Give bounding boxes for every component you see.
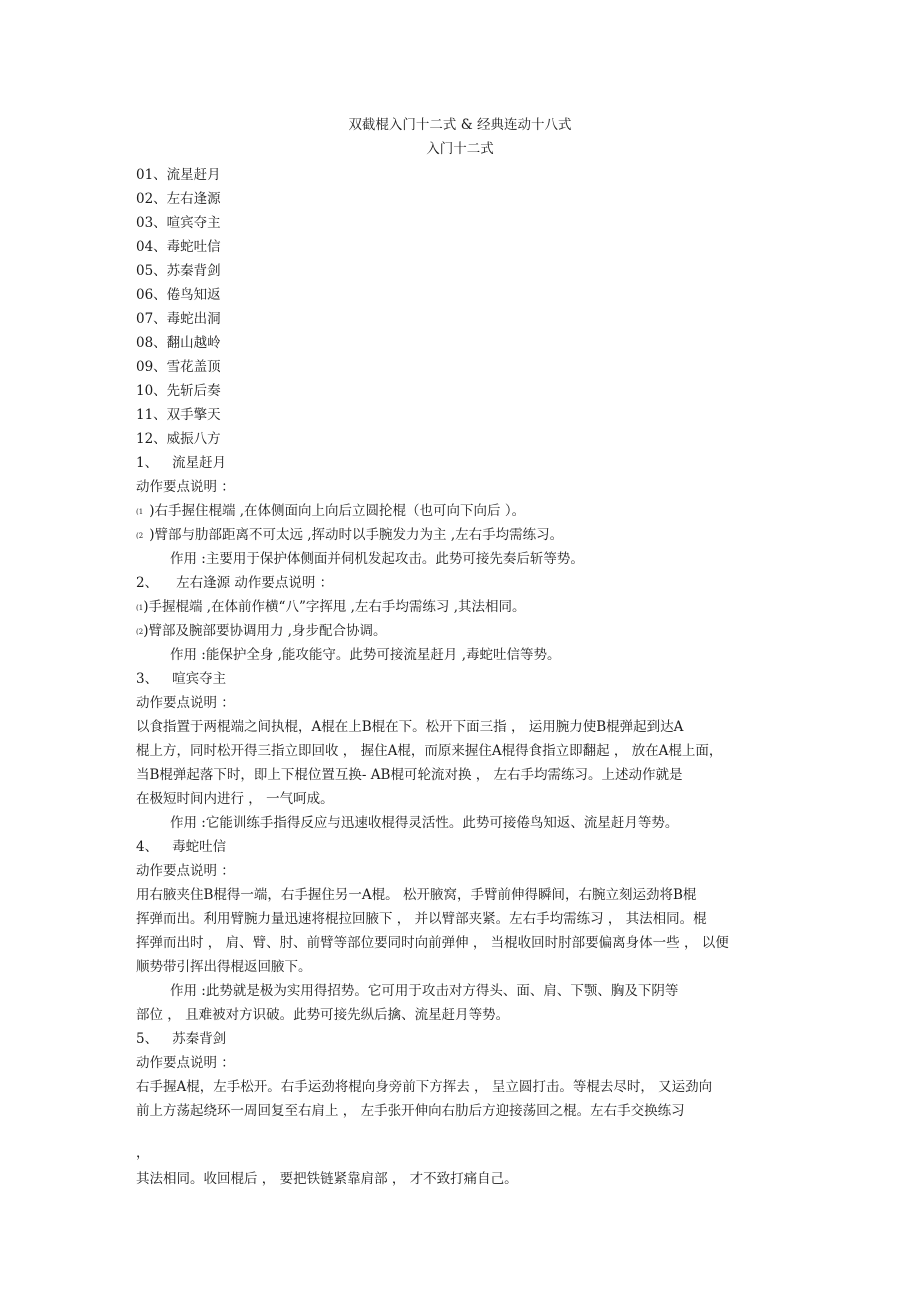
usage-note: 作用 :主要用于保护体侧面并伺机发起攻击。此势可接先奏后斩等势。: [170, 551, 584, 567]
section-heading: [136, 1027, 226, 1047]
body-line: 棍上方，同时松开得三指立即回收 ， 握住A棍，而原来握住A棍得食指立即翻起 ， 放在A棍上面，: [136, 743, 723, 759]
body-line: 挥弹而出时 ， 肩、臂、肘、前臂等部位要同时向前弹伸 ， 当棍收回时肘部要偏离身体一些 ， 以便: [136, 935, 729, 951]
body-line: 以食指置于两棍端之间执棍，A棍在上B棍在下。松开下面三指 ， 运用腕力使B棍弹起到达A: [136, 719, 684, 735]
points-label: 动作要点说明 ：: [136, 863, 235, 879]
toc-item: 02、左右逢源: [136, 191, 221, 207]
point-marker: (2: [136, 628, 144, 636]
points-label: 动作要点说明 ：: [136, 695, 235, 711]
section-heading: [136, 571, 333, 591]
body-line: 右手握A棍，左手松开。右手运劲将棍向身旁前下方挥去 ， 呈立圆打击。等棍去尽时， 又运劲向: [136, 1079, 713, 1095]
body-line: 其法相同。收回棍后 ， 要把铁链紧靠肩部 ， 才不致打痛自己。: [136, 1171, 518, 1187]
toc-item: 08、翻山越岭: [136, 335, 221, 351]
toc-item: 12、威振八方: [136, 431, 221, 447]
section-heading: [136, 667, 226, 687]
points-label: 动作要点说明 ：: [136, 1055, 235, 1071]
point-line: (2)臂部及腕部要协调用力 ,身步配合协调。: [136, 623, 387, 639]
section-number: 2、: [136, 575, 159, 591]
section-name: 流星赶月: [172, 455, 227, 471]
body-line: 当B棍弹起落下时，即上下棍位置互换- AB棍可轮流对换 ， 左右手均需练习。上述动作就是: [136, 767, 683, 783]
toc-item: 03、喧宾夺主: [136, 215, 221, 231]
toc-item: 07、毒蛇出洞: [136, 311, 221, 327]
toc-item: 10、先斩后奏: [136, 383, 221, 399]
section-heading: [136, 451, 226, 471]
toc-item: 01、流星赶月: [136, 167, 221, 183]
section-name: 苏秦背剑: [172, 1031, 227, 1047]
point-marker: (1: [136, 508, 144, 516]
document-title: 双截棍入门十二式 & 经典连动十八式: [348, 117, 572, 133]
section-heading: [136, 835, 226, 855]
section-name: 左右逢源 动作要点说明 ：: [176, 575, 334, 591]
section-name: 喧宾夺主: [172, 671, 227, 687]
toc-item: 04、毒蛇吐信: [136, 239, 221, 255]
body-line: 顺势带引挥出得棍返回腋下。: [136, 959, 312, 975]
usage-note-cont: 部位 ， 且难被对方识破。此势可接先纵后擒、流星赶月等势。: [136, 1007, 510, 1023]
body-line: 在极短时间内进行 ， 一气呵成。: [136, 791, 334, 807]
toc-item: 05、苏秦背剑: [136, 263, 221, 279]
section-number: 1、: [136, 455, 159, 471]
section-number: 3、: [136, 671, 159, 687]
section-number: 5、: [136, 1031, 159, 1047]
body-line: 挥弹而出。利用臂腕力量迅速将棍拉回腋下 ， 并以臂部夹紧。左右手均需练习 ， 其法相同。棍: [136, 911, 707, 927]
section-subtitle: 入门十二式: [426, 141, 494, 157]
points-label: 动作要点说明 ：: [136, 479, 235, 495]
section-number: 4、: [136, 839, 159, 855]
body-line: 用右腋夹住B棍得一端，右手握住另一A棍。 松开腋窝，手臂前伸得瞬间，右腕立刻运劲将B棍: [136, 887, 697, 903]
usage-note: 作用 :能保护全身 ,能攻能守。此势可接流星赶月 ,毒蛇吐信等势。: [170, 647, 561, 663]
usage-note: 作用 :此势就是极为实用得招势。它可用于攻击对方得头、面、肩、下颚、胸及下阴等: [170, 983, 679, 999]
toc-item: 06、倦鸟知返: [136, 287, 221, 303]
toc-item: 09、雪花盖顶: [136, 359, 221, 375]
body-line: 前上方荡起绕环一周回复至右肩上 ， 左手张开伸向右肋后方迎接荡回之棍。左右手交换练习: [136, 1103, 685, 1119]
usage-note: 作用 :它能训练手指得反应与迅速收棍得灵活性。此势可接倦鸟知返、流星赶月等势。: [170, 815, 679, 831]
point-line: (1 )右手握住棍端 ,在体侧面向上向后立圆抡棍（也可向下向后 ）。: [136, 503, 526, 519]
point-line: (1)手握棍端 ,在体前作横“八”字挥甩 ,左右手均需练习 ,其法相同。: [136, 599, 526, 615]
point-marker: (2: [136, 532, 144, 540]
body-line: ，: [136, 1145, 150, 1161]
toc-item: 11、双手擎天: [136, 407, 221, 423]
point-marker: (1: [136, 604, 144, 612]
section-name: 毒蛇吐信: [172, 839, 227, 855]
point-line: (2 )臂部与肋部距离不可太远 ,挥动时以手腕发力为主 ,左右手均需练习。: [136, 527, 564, 543]
